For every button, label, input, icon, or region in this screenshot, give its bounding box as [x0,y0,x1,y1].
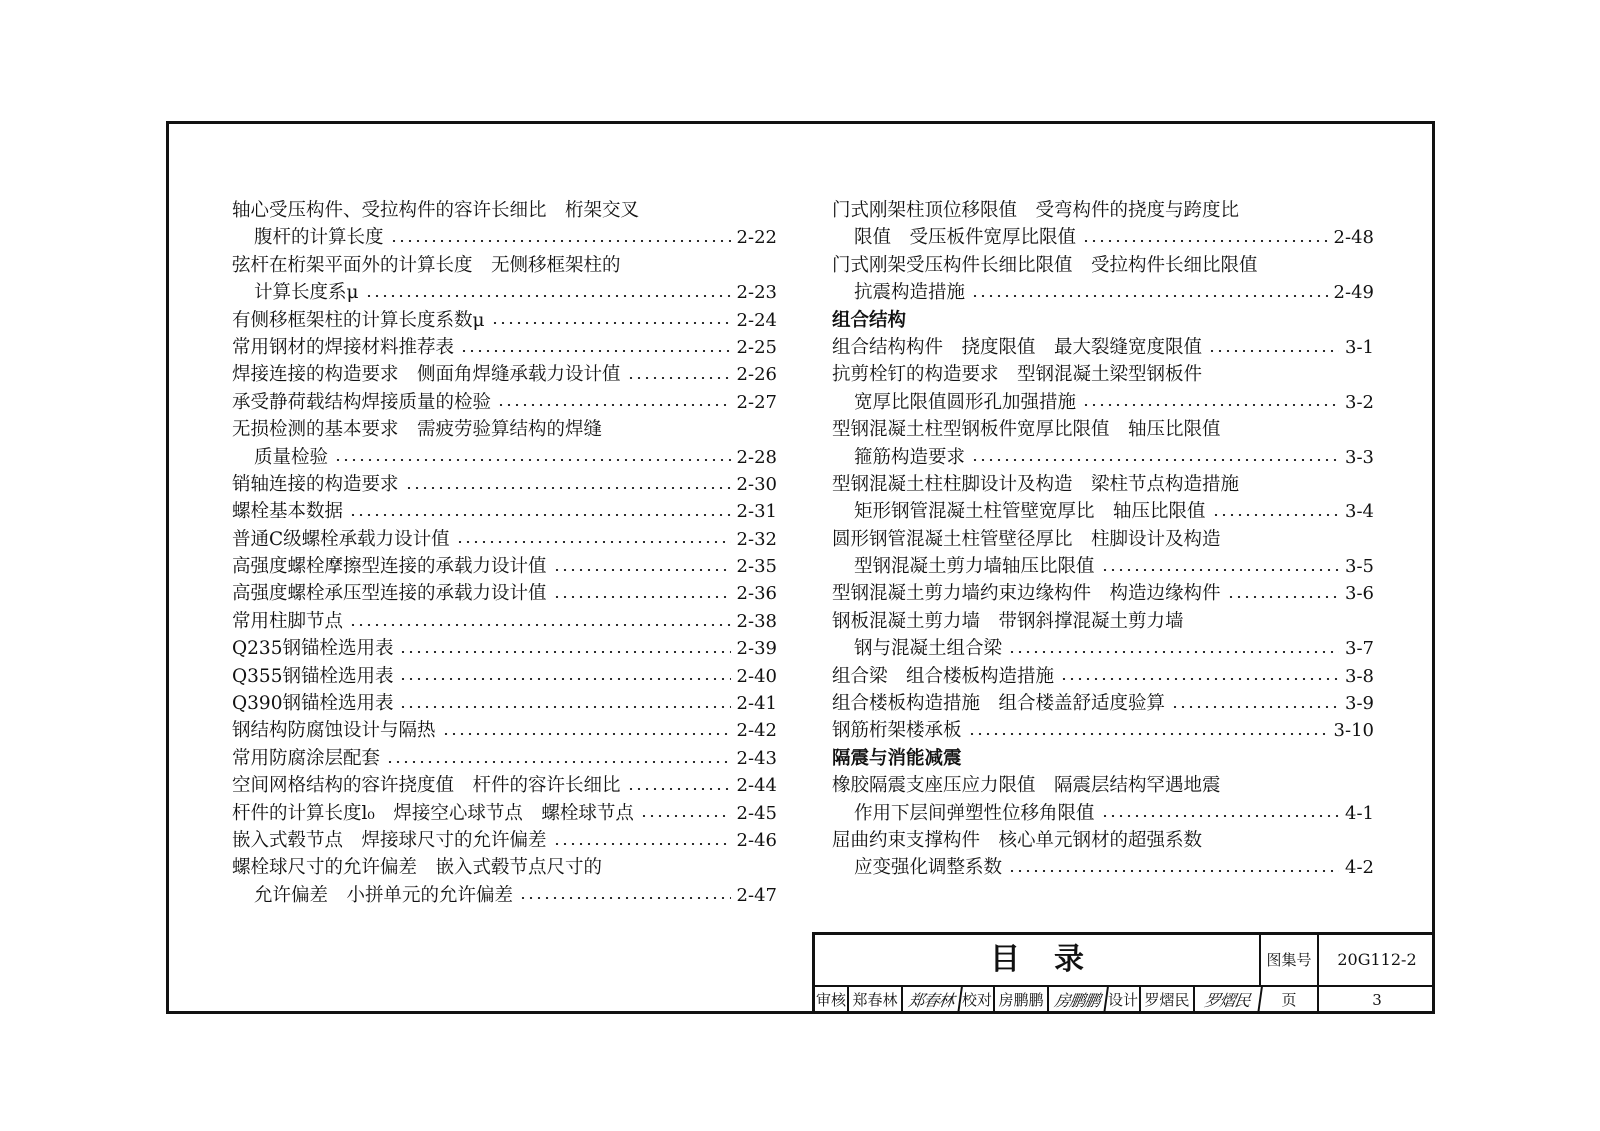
toc-entry-title: 螺栓球尺寸的允许偏差 嵌入式毂节点尺寸的 [232,857,603,879]
dot-leader [365,295,731,297]
toc-entry [232,553,777,580]
toc-entry [832,279,1374,306]
dot-leader [1060,678,1339,680]
toc-entry-title: 允许偏差 小拼单元的允许偏差 [254,884,514,906]
toc-entry-title: 门式刚架柱顶位移限值 受弯构件的挠度与跨度比 [832,200,1240,221]
toc-entry-title: 作用下层间弹塑性位移角限值 [854,802,1095,824]
dot-leader [399,651,730,653]
toc-entry [232,498,777,525]
toc-entry [832,334,1374,361]
toc-page-number: 3-10 [1333,720,1374,742]
dot-leader [1008,651,1339,653]
toc-entry [232,471,777,498]
toc-entry [232,361,777,388]
dot-leader [399,706,730,708]
dot-leader [390,240,731,242]
toc-entry-title: 承受静荷载结构焊接质量的检验 [232,391,492,413]
toc-entry [232,827,777,854]
toc-entry-title: 常用柱脚节点 [232,610,344,632]
toc-page-number: 2-25 [736,336,777,358]
toc-page-number: 2-46 [736,829,777,851]
toc-page-number: 2-23 [736,282,777,304]
dot-leader [386,761,731,763]
dot-leader [519,897,731,899]
toc-entry [832,717,1374,744]
toc-entry [832,197,1374,224]
atlas-number: 20G112-2 [1337,950,1417,969]
toc-entry-title: 组合楼板构造措施 组合楼盖舒适度验算 [832,693,1166,715]
toc-entry [232,444,777,471]
toc-section-heading [832,745,1374,772]
toc-entry [832,772,1374,799]
toc-page-number: 2-40 [736,665,777,687]
toc-entry-title: 箍筋构造要求 [854,446,966,468]
signature-row [815,987,1435,1014]
toc-page-number: 4-1 [1345,802,1374,824]
toc-entry-title: 弦杆在桁架平面外的计算长度 无侧移框架柱的 [232,254,621,276]
dot-leader [1227,596,1339,598]
toc-entry-title: 有侧移框架柱的计算长度系数μ [232,309,485,331]
reviewer-name: 郑春林 [849,987,903,1014]
dot-leader [553,843,731,845]
checker-name: 房鹏鹏 [995,987,1049,1014]
toc-entry [832,854,1374,881]
designer-name: 罗熠民 [1141,987,1195,1014]
toc-entry [832,498,1374,525]
toc-entry-title: 抗剪栓钉的构造要求 型钢混凝土梁型钢板件 [832,364,1203,386]
checker-signature: 房鹏鹏 [1047,987,1109,1014]
toc-page-number: 2-32 [736,528,777,550]
toc-entry-title: 普通C级螺栓承载力设计值 [232,528,450,550]
toc-entry [232,416,777,443]
toc-entry-title: 销轴连接的构造要求 [232,473,399,495]
drawing-title: 目录 [815,935,1261,985]
toc-entry-title: 常用防腐涂层配套 [232,747,381,769]
toc-entry [832,526,1374,553]
toc-entry [232,663,777,690]
dot-leader [460,350,731,352]
toc-section-heading [832,307,1374,334]
toc-page-number: 2-48 [1333,227,1374,249]
dot-leader [1082,404,1339,406]
toc-entry [232,197,777,224]
toc-page-number: 3-4 [1345,501,1374,523]
dot-leader [1101,569,1339,571]
toc-entry-title: 组合结构 [832,309,907,331]
toc-entry-title: 型钢混凝土柱柱脚设计及构造 梁柱节点构造措施 [832,473,1240,495]
toc-page-number: 2-30 [736,473,777,495]
toc-page-number: 2-24 [736,309,777,331]
dot-leader [971,295,1328,297]
dot-leader [640,815,731,817]
toc-entry-title: Q355钢锚栓选用表 [232,665,394,687]
toc-entry [232,745,777,772]
toc-entry-title: 高强度螺栓承压型连接的承载力设计值 [232,583,547,605]
toc-entry-title: 无损检测的基本要求 需疲劳验算结构的焊缝 [232,419,603,441]
designer-signature: 罗熠民 [1193,987,1263,1014]
toc-page-number: 2-28 [736,446,777,468]
page-number: 3 [1372,991,1382,1009]
toc-entry [832,663,1374,690]
toc-page-number: 2-22 [736,227,777,249]
toc-entry [832,444,1374,471]
toc-page-number: 2-49 [1333,282,1374,304]
dot-leader [491,322,731,324]
toc-entry-title: 空间网格结构的容许挠度值 杆件的容许长细比 [232,775,621,797]
toc-entry-title: 屈曲约束支撑构件 核心单元钢材的超强系数 [832,829,1203,851]
toc-page-number: 3-1 [1345,336,1374,358]
toc-entry [832,827,1374,854]
toc-entry-title: 组合结构构件 挠度限值 最大裂缝宽度限值 [832,336,1203,358]
toc-page-number: 2-47 [736,884,777,906]
toc-page-number: 2-26 [736,364,777,386]
toc-entry-title: 型钢混凝土剪力墙轴压比限值 [854,556,1095,578]
toc-entry [832,800,1374,827]
toc-entry-title: 门式刚架受压构件长细比限值 受拉构件长细比限值 [832,254,1258,276]
toc-entry [232,334,777,361]
toc-page-number: 2-44 [736,775,777,797]
toc-entry-title: 腹杆的计算长度 [254,227,384,249]
toc-page-number: 2-45 [736,802,777,824]
toc-entry-title: 常用钢材的焊接材料推荐表 [232,336,455,358]
toc-page-number: 3-3 [1345,446,1374,468]
toc-entry [232,224,777,251]
toc-page-number: 3-8 [1345,665,1374,687]
toc-entry-title: 组合梁 组合楼板构造措施 [832,665,1055,687]
dot-leader [349,624,731,626]
toc-right-column [832,197,1374,882]
toc-entry-title: 螺栓基本数据 [232,501,344,523]
toc-page-number: 2-41 [736,693,777,715]
toc-page-number: 3-5 [1345,556,1374,578]
dot-leader [553,569,731,571]
toc-entry [232,800,777,827]
toc-page-number: 3-9 [1345,693,1374,715]
toc-page-number: 2-27 [736,391,777,413]
dot-leader [334,459,731,461]
dot-leader [1212,514,1339,516]
design-label: 设计 [1107,987,1141,1014]
page-label: 页 [1261,987,1319,1014]
toc-entry-title: Q390钢锚栓选用表 [232,693,394,715]
toc-entry-title: 质量检验 [254,446,329,468]
toc-page-number: 3-7 [1345,638,1374,660]
review-label: 审核 [815,987,849,1014]
toc-entry [232,580,777,607]
dot-leader [1082,240,1328,242]
toc-entry [232,854,777,881]
toc-entry-title: 计算长度系μ [254,282,359,304]
dot-leader [1208,350,1339,352]
toc-entry [832,690,1374,717]
toc-entry-title: 隔震与消能减震 [832,747,962,769]
dot-leader [405,487,731,489]
toc-entry-title: 圆形钢管混凝土柱管壁径厚比 柱脚设计及构造 [832,528,1221,550]
toc-entry-title: 杆件的计算长度l₀ 焊接空心球节点 螺栓球节点 [232,802,634,824]
toc-entry [832,389,1374,416]
toc-page-number: 2-31 [736,501,777,523]
toc-page-number: 4-2 [1345,857,1374,879]
toc-page-number: 2-43 [736,747,777,769]
toc-page-number: 2-36 [736,583,777,605]
toc-entry [232,882,777,909]
toc-entry-title: 矩形钢管混凝土柱管壁宽厚比 轴压比限值 [854,501,1206,523]
atlas-number-label: 图集号 [1261,935,1319,985]
dot-leader [968,733,1328,735]
toc-entry-title: 高强度螺栓摩擦型连接的承载力设计值 [232,556,547,578]
toc-page-number: 3-2 [1345,391,1374,413]
toc-entry-title: Q235钢锚栓选用表 [232,638,394,660]
toc-page-number: 2-38 [736,610,777,632]
toc-entry [232,690,777,717]
toc-entry-title: 嵌入式毂节点 焊接球尺寸的允许偏差 [232,829,547,851]
toc-entry-title: 应变强化调整系数 [854,857,1003,879]
toc-entry [832,361,1374,388]
toc-entry [232,635,777,662]
toc-entry [832,553,1374,580]
toc-entry [832,224,1374,251]
toc-page-number: 3-6 [1345,583,1374,605]
dot-leader [1008,870,1339,872]
toc-page-number: 2-39 [736,638,777,660]
toc-entry [832,471,1374,498]
toc-entry [232,608,777,635]
toc-entry [232,772,777,799]
dot-leader [627,788,731,790]
toc-entry [232,307,777,334]
toc-entry-title: 钢板混凝土剪力墙 带钢斜撑混凝土剪力墙 [832,610,1184,632]
toc-entry-title: 抗震构造措施 [854,282,966,304]
toc-entry-title: 钢与混凝土组合梁 [854,638,1003,660]
dot-leader [497,404,731,406]
toc-page-number: 2-42 [736,720,777,742]
dot-leader [456,541,731,543]
dot-leader [1171,706,1339,708]
dot-leader [971,459,1339,461]
toc-entry [232,389,777,416]
check-label: 校对 [961,987,995,1014]
toc-entry-title: 轴心受压构件、受拉构件的容许长细比 桁架交叉 [232,200,640,221]
dot-leader [349,514,731,516]
toc-entry-title: 型钢混凝土剪力墙约束边缘构件 构造边缘构件 [832,583,1221,605]
toc-entry [232,717,777,744]
title-block [812,932,1435,1014]
dot-leader [399,678,730,680]
toc-entry [832,635,1374,662]
dot-leader [627,377,731,379]
toc-entry-title: 橡胶隔震支座压应力限值 隔震层结构罕遇地震 [832,775,1221,797]
dot-leader [1101,815,1339,817]
toc-entry [832,252,1374,279]
toc-entry-title: 宽厚比限值圆形孔加强措施 [854,391,1077,413]
toc-entry [832,416,1374,443]
toc-entry [832,580,1374,607]
toc-entry-title: 钢结构防腐蚀设计与隔热 [232,720,436,742]
title-block-top [815,935,1435,987]
toc-entry [832,608,1374,635]
toc-entry-title: 限值 受压板件宽厚比限值 [854,227,1077,249]
reviewer-signature: 郑春林 [901,987,963,1014]
toc-entry-title: 钢筋桁架楼承板 [832,720,962,742]
toc-entry-title: 焊接连接的构造要求 侧面角焊缝承载力设计值 [232,364,621,386]
toc-entry [232,279,777,306]
toc-page-number: 2-35 [736,556,777,578]
toc-entry [232,252,777,279]
dot-leader [442,733,731,735]
toc-left-column [232,197,777,909]
dot-leader [553,596,731,598]
toc-entry-title: 型钢混凝土柱型钢板件宽厚比限值 轴压比限值 [832,419,1221,441]
toc-entry [232,526,777,553]
